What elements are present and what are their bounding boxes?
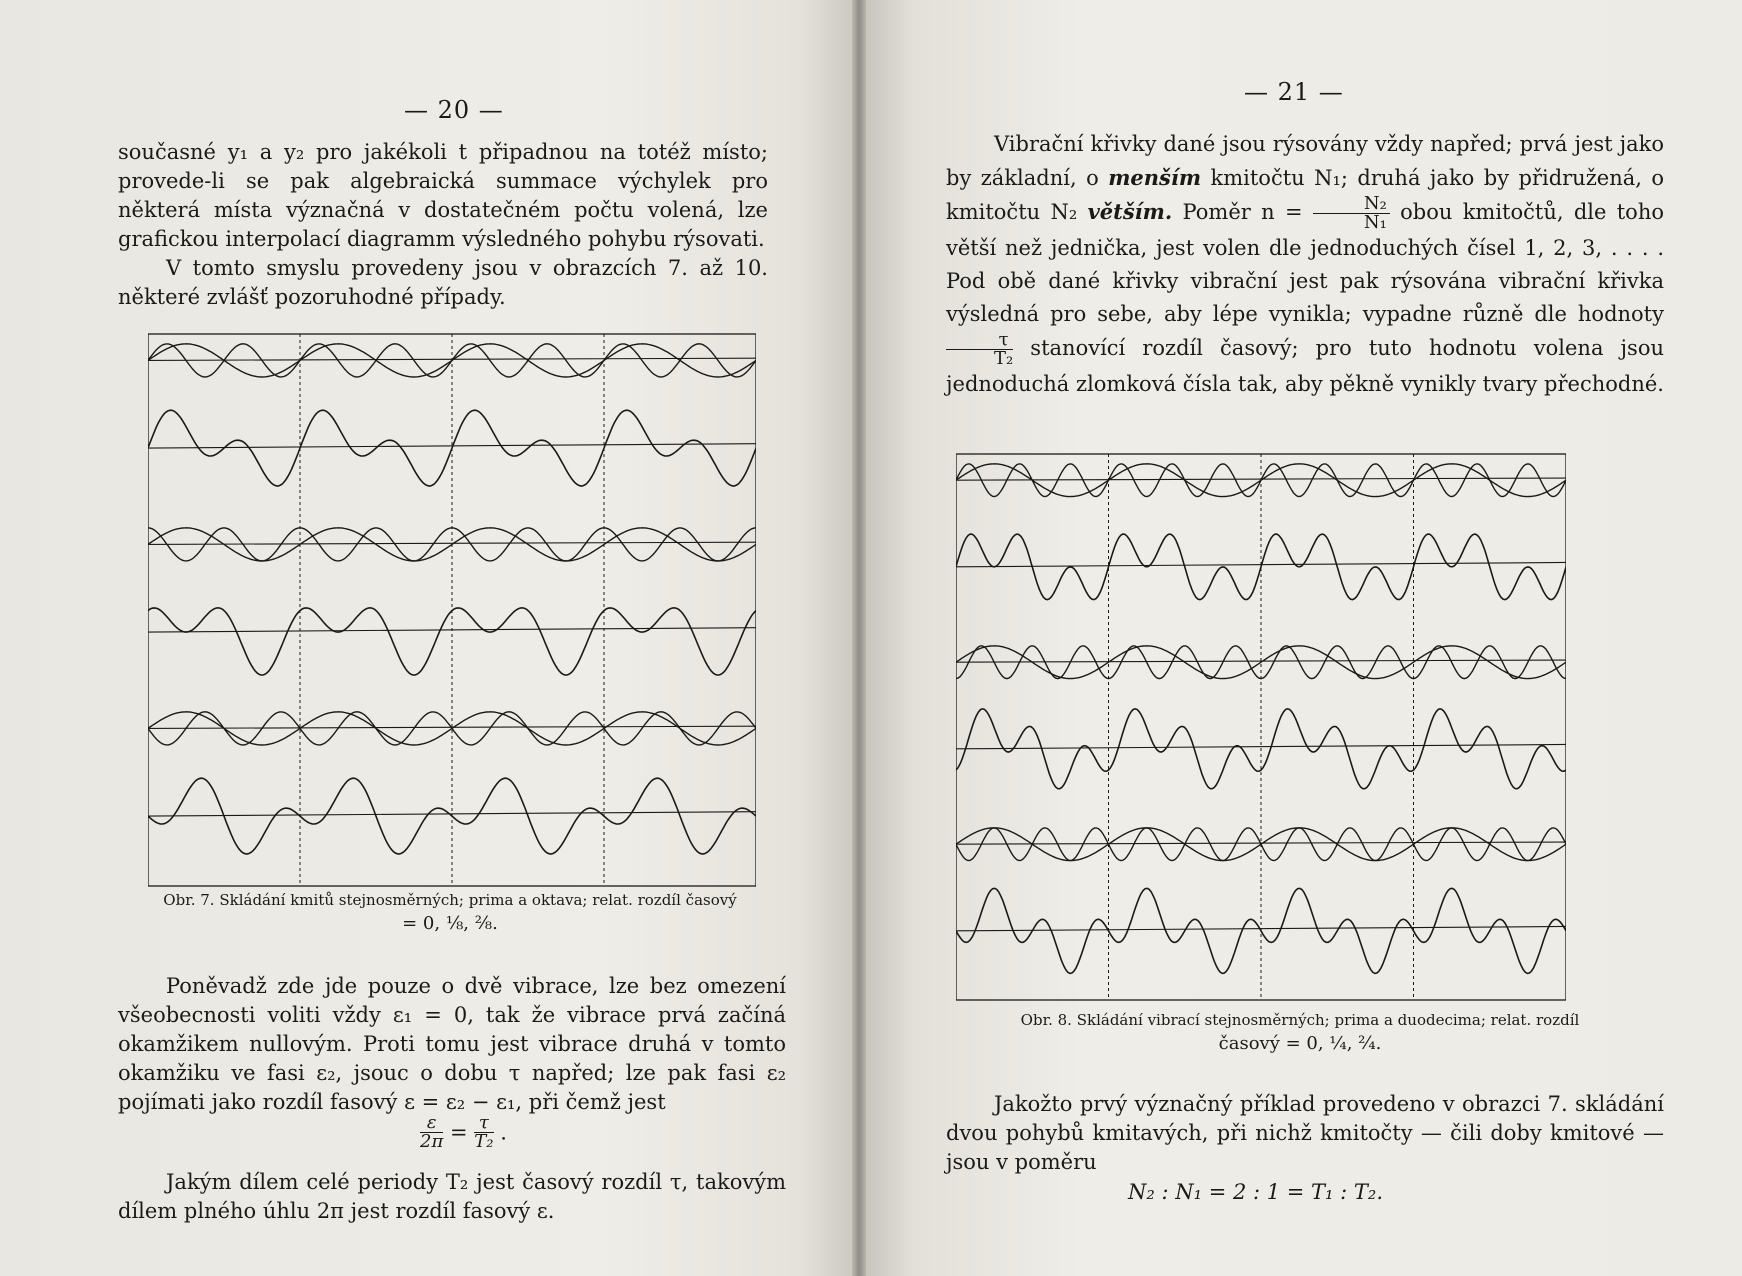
eq-right-numerator: τ <box>474 1114 493 1133</box>
right-paragraph-1 <box>946 128 1664 401</box>
right-para1-emphasis-larger: větším. <box>1087 199 1173 224</box>
figure-7-diagram <box>148 326 756 892</box>
figure-7-caption-line2: = 0, ⅛, ²⁄₈. <box>402 913 498 934</box>
right-page-number: — 21 — <box>1244 78 1344 106</box>
eq-equals: = <box>449 1120 468 1145</box>
figure-8-caption-line1: Obr. 8. Skládání vibrací stejnosměrných; prima a duodecima; relat. rozdíl <box>1020 1011 1580 1029</box>
right-para1-e: stanovící rozdíl časový; pro tuto hodnotu volena jsou jednoduchá zlomková čísla tak, aby pěkně vynikly tvary přechodné. <box>946 336 1664 396</box>
left-page <box>0 0 860 1276</box>
figure-7-caption <box>130 888 770 936</box>
phase-equation <box>420 1114 507 1151</box>
eq-right-denominator: T₂ <box>474 1131 494 1152</box>
frequency-ratio-equation: N₂ : N₁ = 2 : 1 = T₁ : T₂. <box>1128 1180 1384 1204</box>
figure-8-diagram <box>956 446 1566 1006</box>
book-gutter <box>852 0 866 1276</box>
right-paragraph-2 <box>946 1090 1664 1177</box>
figure-7-caption-line1: Obr. 7. Skládání kmitů stejnosměrných; prima a oktava; relat. rozdíl časový <box>163 891 737 909</box>
tau-numerator: τ <box>946 331 1013 350</box>
left-para1-text: současné y₁ a y₂ pro jakékoli t připadnou na totéž místo; provede-li se pak algebraická summace výchylek pro některá místa význačná v dostatečném počtu volená, lze grafickou interpolací diagramm výsledného pohybu rýsovati. <box>118 140 768 251</box>
left-para3-text: Poněvadž zde jde pouze o dvě vibrace, lze bez omezení všeobecnosti voliti vždy ε₁ = 0, tak že vibrace prvá začíná okamžikem nullovým. Proti tomu jest vibrace druhá v tomto okamžiku ve fasi ε₂, jsouc o dobu τ napřed; lze pak fasi ε₂ pojímati jako rozdíl fasový ε = ε₂ − ε₁, při čemž jest <box>118 974 786 1114</box>
ratio-numerator: N₂ <box>1313 195 1390 214</box>
left-para4-text: Jakým dílem celé periody T₂ jest časový rozdíl τ, takovým dílem plného úhlu 2π jest rozdíl fasový ε. <box>118 1170 786 1223</box>
left-para2-text: V tomto smyslu provedeny jsou v obrazcích 7. až 10. některé zvlášť pozoruhodné případy. <box>118 256 768 309</box>
left-paragraph-1 <box>118 138 768 312</box>
figure-8 <box>956 446 1566 1006</box>
left-paragraph-4 <box>118 1168 786 1226</box>
right-para1-b: kmitočtu N₁; druhá jako by přidružená, o kmitočtu N₂ <box>946 166 1664 224</box>
right-para2-text: Jakožto prvý význačný příklad provedeno v obrazci 7. skládání dvou pohybů kmitavých, při nichž kmitočty — čili doby kmitové — jsou v poměru <box>946 1092 1664 1174</box>
left-page-number: — 20 — <box>404 96 504 124</box>
eq-left-denominator: 2π <box>420 1131 444 1152</box>
left-paragraph-3 <box>118 972 786 1117</box>
figure-8-caption-line2: časový = 0, ¼, ²⁄₄. <box>1218 1033 1382 1054</box>
right-para1-emphasis-smaller: menším <box>1108 165 1202 190</box>
right-para1-d: obou kmitočtů, dle toho větší než jednička, jest volen dle jednoduchých čísel 1, 2, 3, . . . . Pod obě dané křivky vibrační jest pak rýsována vibrační křivka výsledná pro sebe, aby lépe vynikla; vypadne různě dle hodnoty <box>946 200 1664 326</box>
ratio-denominator: N₁ <box>1363 212 1387 233</box>
eq-period: . <box>500 1120 507 1145</box>
tau-denominator: T₂ <box>994 348 1014 369</box>
right-para1-c: Poměr n = <box>1172 200 1313 224</box>
figure-7 <box>148 326 756 892</box>
right-para1-a: Vibrační křivky dané jsou rýsovány vždy napřed; prvá jest jako by základní, o <box>946 132 1664 190</box>
figure-8-caption <box>940 1008 1660 1056</box>
right-para1 <box>946 128 1664 401</box>
resultant-wave <box>956 534 1566 600</box>
eq-left-numerator: ε <box>420 1114 443 1133</box>
right-page <box>860 0 1742 1276</box>
resultant-wave <box>148 778 756 854</box>
